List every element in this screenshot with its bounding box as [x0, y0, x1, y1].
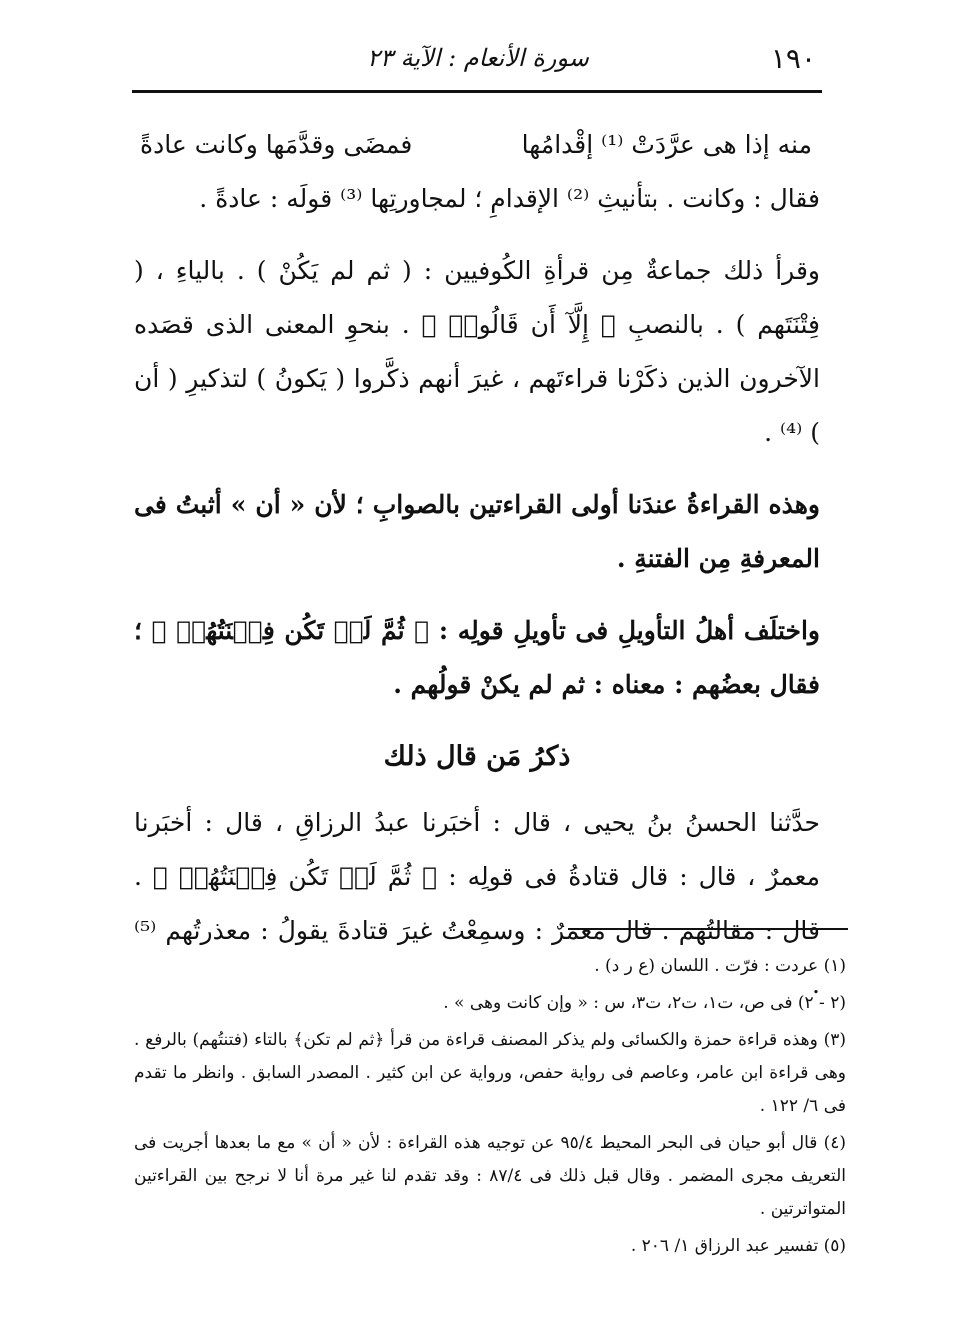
footnote-1: (١) عردت : فرّت . اللسان (ع ر د) .	[594, 956, 846, 976]
footnote-2: (٢ - ٢) فى ص، ت١، ت٢، ت٣، س : « وإن كانت وهى » .	[443, 993, 846, 1013]
verse-hemistich-left: فمضَى وقدَّمَها وكانت عادةً	[140, 130, 413, 159]
paragraph-3: وهذه القراءةُ عندَنا أولى القراءتين بالصوابِ ؛ لأن « أن » أثبتُ فى المعرفةِ مِن الفتنةِ .	[134, 490, 820, 573]
running-title: سورة الأنعام : الآية ٢٣	[367, 44, 589, 72]
header-divider	[132, 90, 822, 93]
footnote-divider	[568, 928, 848, 930]
poetry-verse	[134, 118, 820, 172]
section-heading: ذكرُ مَن قال ذلك	[383, 741, 571, 772]
main-text	[134, 118, 820, 1012]
footnotes	[134, 950, 846, 1267]
paragraph-2: وقرأ ذلك جماعةٌ مِن قرأةِ الكُوفيين : ( ثم لم يَكُنْ ) . بالياءِ ، ( فِتْنَتَهم ) . بالنصبِ ﴿ إِلَّآ أَن قَالُوا۟ ﴾ . بنحوِ المعنى الذى قصَده الآخرون الذين ذكَرْنا قراءتَهم ، غيرَ أنهم ذكَّروا ( يَكونُ ) لتذكيرِ ( أن ) ⁽⁴⁾ .	[134, 256, 820, 447]
page-number: ١٩٠	[770, 42, 816, 75]
footnote-5: (٥) تفسير عبد الرزاق ١/ ٢٠٦ .	[630, 1236, 846, 1256]
footnote-3: (٣) وهذه قراءة حمزة والكسائى ولم يذكر المصنف قراءة من قرأ ﴿ثم لم تكن﴾ بالتاء (فتنتُهم) بالرفع . وهى قراءة ابن عامر، وعاصم فى رواية حفص، ورواية عن ابن كثير . المصدر السابق . وانظر ما تقدم فى ٦/ ١٢٢ .	[134, 1030, 846, 1116]
paragraph-4: واختلَف أهلُ التأويلِ فى تأويلِ قولِه : ﴿ ثُمَّ لَمۡ تَكُن فِتۡنَتُهُمۡ ﴾ ؛ فقال بعضُهم : معناه : ثم لم يكنْ قولُهم .	[134, 616, 820, 699]
narration-paragraph: حدَّثنا الحسنُ بنُ يحيى ، قال : أخبَرنا عبدُ الرزاقِ ، قال : أخبَرنا معمرٌ ، قال : قال قتادةُ فى قولِه : ﴿ ثُمَّ لَمۡ تَكُن فِتۡنَتُهُمۡ ﴾ . قال : مقالتُهم . قال معمرٌ : وسمِعْتُ غيرَ قتادةَ يقولُ : معذرتُهم ⁽⁵⁾ .	[134, 808, 820, 999]
paragraph-1: فقال : وكانت . بتأنيثِ ⁽²⁾ الإقدامِ ؛ لمجاورتِها ⁽³⁾ قولَه : عادةً .	[199, 184, 820, 213]
footnote-4: (٤) قال أبو حيان فى البحر المحيط ٩٥/٤ عن توجيه هذه القراءة : لأن « أن » مع ما بعدها أجريت فى التعريف مجرى المضمر . وقال قبل ذلك فى ٨٧/٤ : وقد تقدم لنا غير مرة أنا لا نرجح بين القراءتين المتواترتين .	[134, 1133, 846, 1219]
verse-hemistich-right: منه إذا هى عرَّدَتْ ⁽¹⁾ إقْدامُها	[521, 130, 812, 159]
page-header	[128, 38, 828, 86]
